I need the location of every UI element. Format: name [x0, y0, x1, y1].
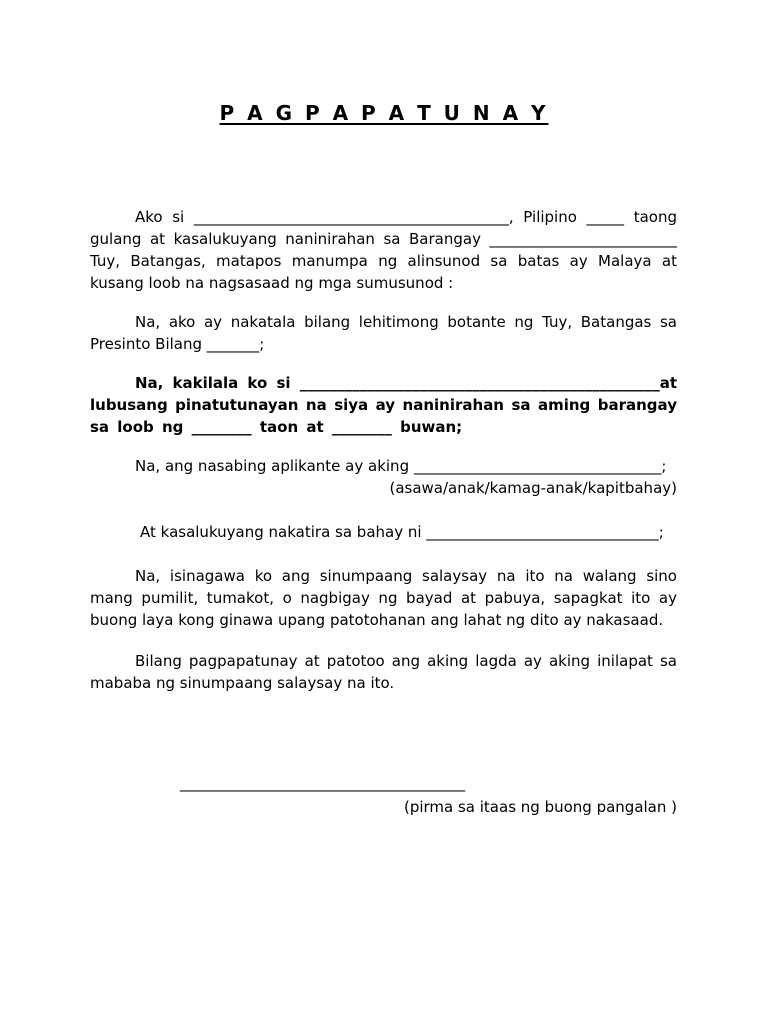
applicant-relation-line: Na, ang nasabing aplikante ay aking _________________________________;	[135, 457, 667, 475]
acquaintance-line-2: lubusang pinatutunayan na siya ay naninirahan sa aming barangay	[90, 396, 677, 414]
voter-line-1: Na, ako ay nakatala bilang lehitimong botante ng Tuy, Batangas sa	[135, 313, 677, 331]
attestation-paragraph	[90, 650, 677, 694]
attestation-line-1: Bilang pagpapatunay at patotoo ang aking lagda ay aking inilapat sa	[135, 652, 677, 670]
intro-paragraph	[90, 206, 677, 294]
relation-options-note: (asawa/anak/kamag-anak/kapitbahay)	[389, 479, 677, 497]
oath-line-2: mang pumilit, tumakot, o nagbigay ng bayad at pabuya, sapagkat ito ay	[90, 589, 677, 607]
intro-line-3: Tuy, Batangas, matapos manumpa ng alinsunod sa batas ay Malaya at	[90, 252, 677, 270]
acquaintance-line-1: Na, kakilala ko si ________________________________________________at	[135, 374, 677, 392]
intro-line-4: kusang loob na nagsasaad ng mga sumusunod :	[90, 274, 454, 292]
document-title: P A G P A P A T U N A Y	[219, 101, 549, 125]
intro-line-1: Ako si __________________________________________, Pilipino _____ taong	[135, 208, 677, 226]
attestation-line-2: mababa ng sinumpaang salaysay na ito.	[90, 674, 395, 692]
acquaintance-paragraph	[90, 372, 677, 438]
oath-line-3: buong laya kong ginawa upang patotohanan ang lahat ng dito ay nakasaad.	[90, 611, 664, 629]
voter-line-2: Presinto Bilang _______;	[90, 335, 265, 353]
voter-paragraph	[90, 311, 677, 355]
oath-paragraph	[90, 565, 677, 631]
signature-caption: (pirma sa itaas ng buong pangalan )	[403, 798, 677, 816]
residence-paragraph	[90, 521, 677, 543]
intro-line-2: gulang at kasalukuyang naninirahan sa Barangay _________________________	[90, 230, 677, 248]
acquaintance-line-3: sa loob ng ________ taon at ________ buwan;	[90, 418, 463, 436]
applicant-relation-paragraph	[90, 455, 677, 499]
oath-line-1: Na, isinagawa ko ang sinumpaang salaysay na ito na walang sino	[135, 567, 677, 585]
residence-line: At kasalukuyang nakatira sa bahay ni _______________________________;	[140, 523, 664, 541]
signature-line: ______________________________________	[180, 774, 465, 792]
